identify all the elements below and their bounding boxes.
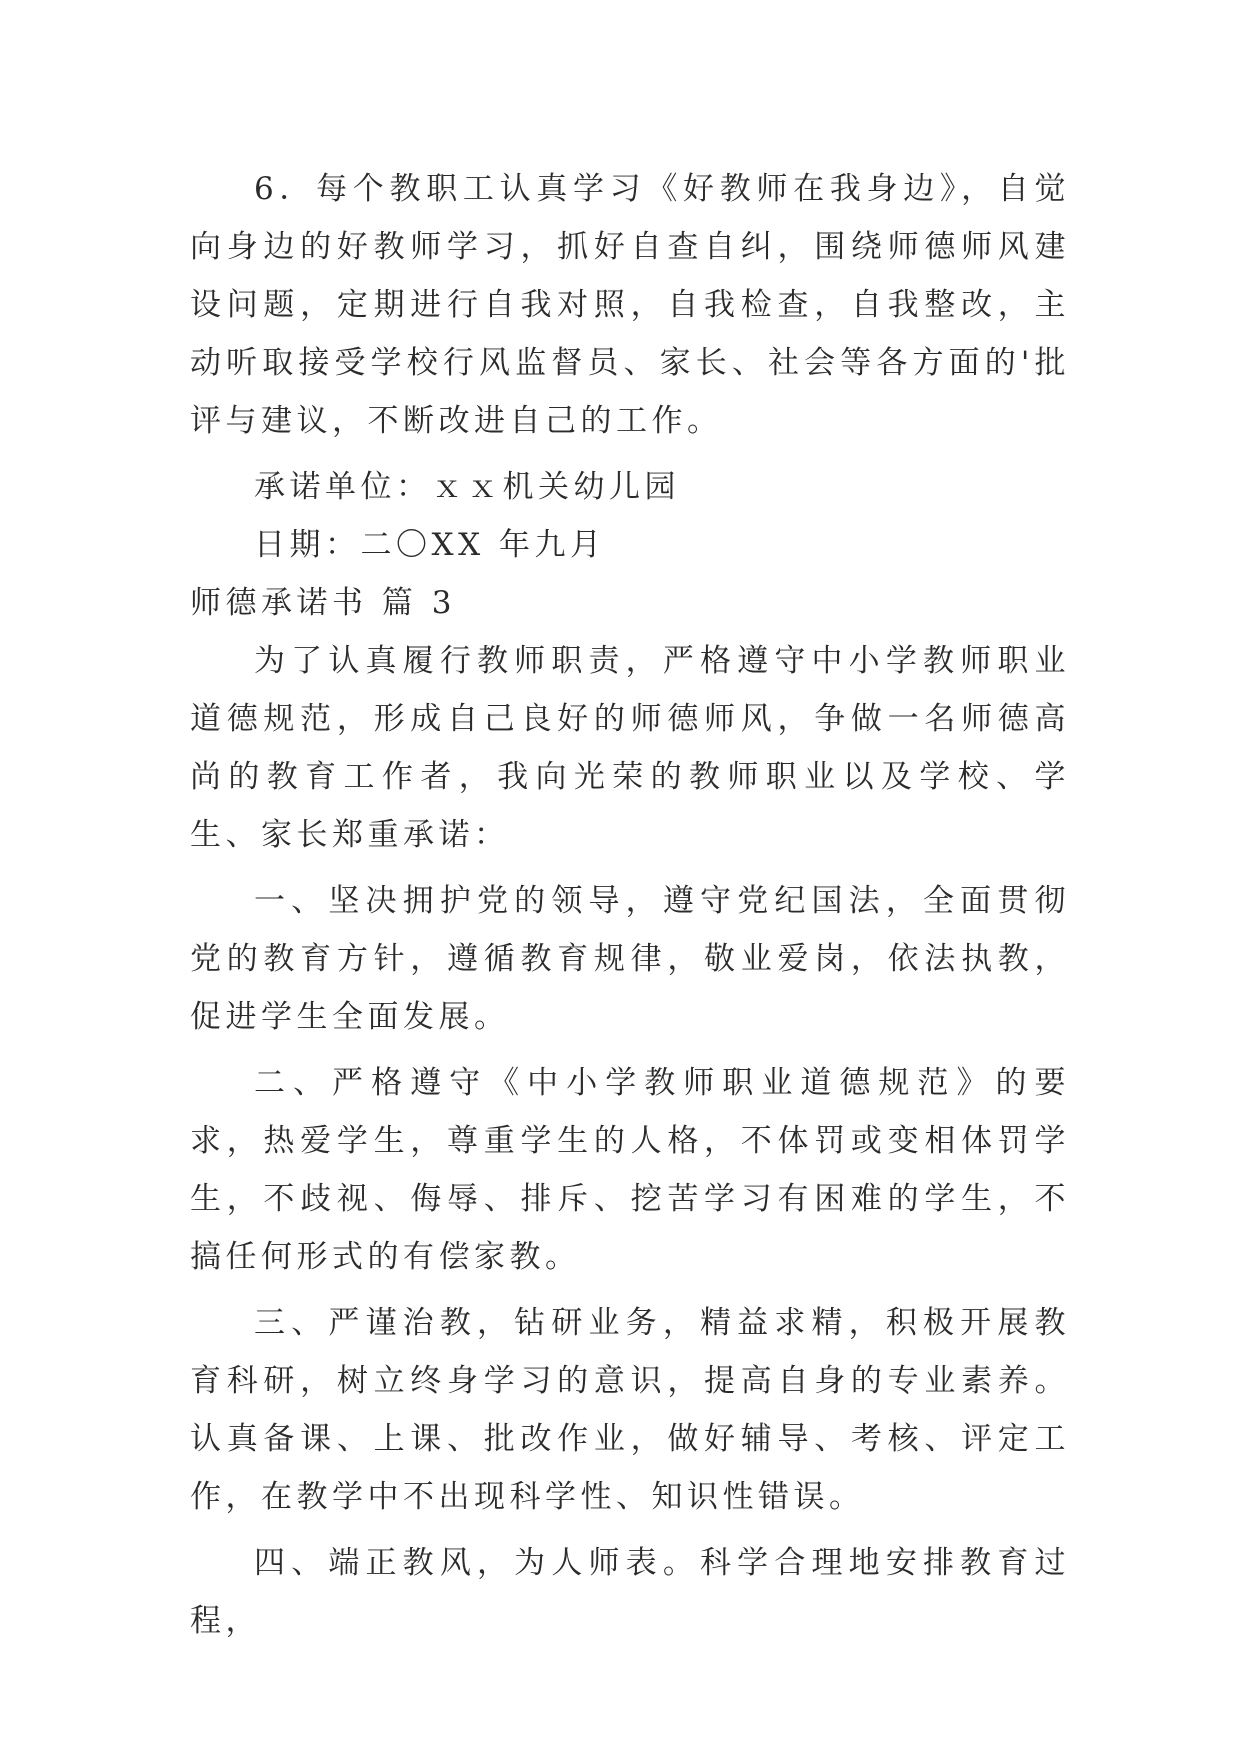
commitment-date: 日期：二〇XX 年九月 [254,527,606,563]
paragraph-item-6: 6．每个教职工认真学习《好教师在我身边》，自觉向身边的好教师学习，抓好自查自纠，围绕师德师风建设问题，定期进行自我对照，自我检查，自我整改，主动听取接受学校行风监督员、家长、社会等各方面的'批评与建议，不断改进自己的工作。 [190,171,1070,439]
paragraph-item-1: 一、坚决拥护党的领导，遵守党纪国法，全面贯彻党的教育方针，遵循教育规律，敬业爱岗，依法执教，促进学生全面发展。 [190,883,1070,1035]
commitment-unit: 承诺单位：ｘｘ机关幼儿园 [254,469,680,505]
section-heading: 师德承诺书 篇 3 [190,585,456,621]
paragraph-item-2: 二、严格遵守《中小学教师职业道德规范》的要求，热爱学生，尊重学生的人格，不体罚或变相体罚学生，不歧视、侮辱、排斥、挖苦学习有困难的学生，不搞任何形式的有偿家教。 [190,1065,1070,1275]
paragraph-item-4: 四、端正教风，为人师表。科学合理地安排教育过程， [190,1545,1070,1639]
paragraph-intro: 为了认真履行教师职责，严格遵守中小学教师职业道德规范，形成自己良好的师德师风，争做一名师德高尚的教育工作者，我向光荣的教师职业以及学校、学生、家长郑重承诺： [190,643,1070,853]
document-body [190,160,1070,1650]
paragraph-item-3: 三、严谨治教，钻研业务，精益求精，积极开展教育科研，树立终身学习的意识，提高自身的专业素养。认真备课、上课、批改作业，做好辅导、考核、评定工作，在教学中不出现科学性、知识性错误。 [190,1305,1070,1515]
